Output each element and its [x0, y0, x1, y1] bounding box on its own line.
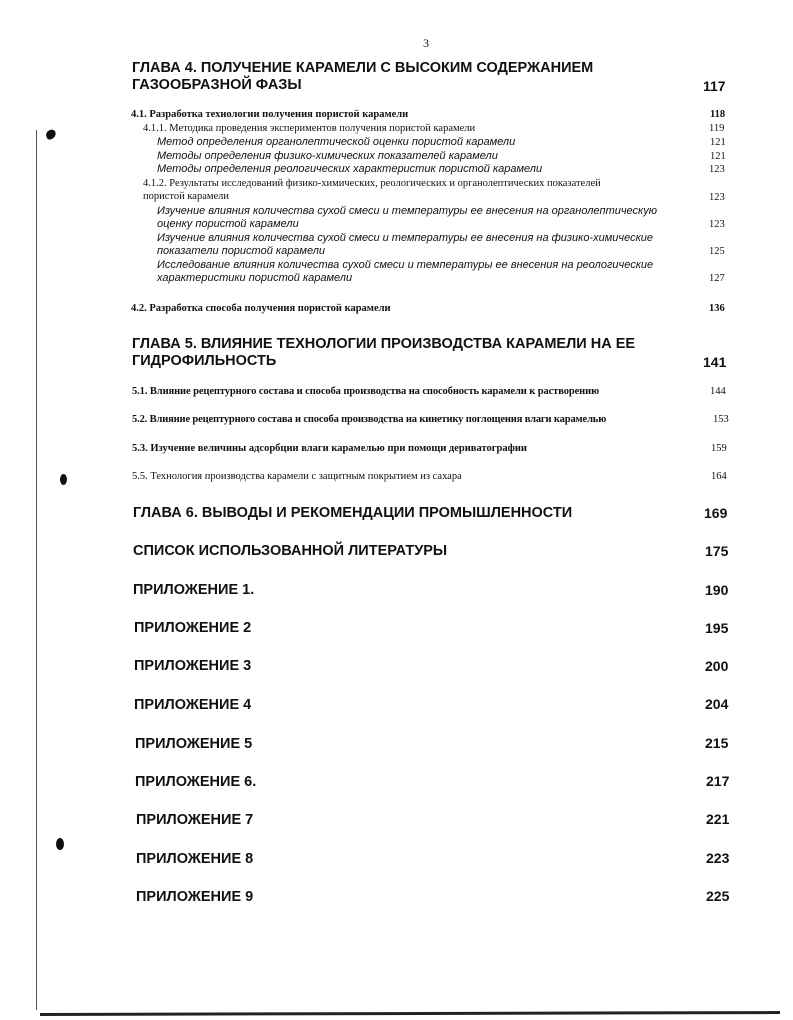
toc-entry-4-1-page: 118: [710, 109, 726, 120]
appendix-page: 221: [706, 811, 730, 827]
toc-entry-result: Изучение влияния количества сухой смеси и температуры ее внесения на физико-химические: [157, 232, 654, 244]
toc-entry-method-page: 123: [709, 164, 725, 175]
toc-entry-result-page: 123: [709, 219, 725, 230]
scan-mark: [45, 129, 57, 141]
chapter-6-page: 169: [704, 505, 728, 521]
chapter-5-title: ГИДРОФИЛЬНОСТЬ: [132, 353, 277, 369]
toc-entry-result: Исследование влияния количества сухой смеси и температуры ее внесения на реологические: [157, 259, 654, 271]
chapter-5-page: 141: [703, 354, 727, 370]
toc-entry-result: Изучение влияния количества сухой смеси и температуры ее внесения на органолептическую: [157, 205, 658, 217]
toc-entry-5-1: 5.1. Влияние рецептурного состава и способа производства на способность карамели к растворению: [132, 386, 599, 397]
appendix-title: ПРИЛОЖЕНИЕ 7: [136, 812, 254, 828]
toc-entry-4-1-1: 4.1.1. Методика проведения экспериментов получения пористой карамели: [143, 123, 476, 134]
scan-edge-line: [36, 130, 37, 1010]
appendix-title: ПРИЛОЖЕНИЕ 2: [134, 620, 252, 636]
appendix-page: 195: [705, 620, 729, 636]
toc-entry-4-2: 4.2. Разработка способа получения пористой карамели: [131, 303, 391, 314]
appendix-page: 223: [706, 850, 730, 866]
scan-edge-line: [40, 1011, 780, 1016]
references-title: СПИСОК ИСПОЛЬЗОВАННОЙ ЛИТЕРАТУРЫ: [133, 543, 448, 559]
scan-mark: [56, 838, 64, 850]
appendix-title: ПРИЛОЖЕНИЕ 4: [134, 697, 252, 713]
toc-entry-result-page: 127: [709, 273, 725, 284]
toc-entry-result: характеристики пористой карамели: [157, 272, 353, 284]
appendix-page: 215: [705, 735, 729, 751]
toc-entry-result: показатели пористой карамели: [157, 245, 326, 257]
page-number: 3: [423, 36, 429, 50]
appendix-title: ПРИЛОЖЕНИЕ 6.: [135, 774, 257, 790]
appendix-title: ПРИЛОЖЕНИЕ 1.: [133, 582, 255, 598]
toc-entry-4-2-page: 136: [709, 303, 725, 314]
toc-entry-method: Метод определения органолептической оценки пористой карамели: [157, 136, 516, 148]
toc-entry-5-3: 5.3. Изучение величины адсорбции влаги карамелью при помощи дериватографии: [132, 443, 527, 454]
toc-entry-result-page: 125: [709, 246, 725, 257]
appendix-title: ПРИЛОЖЕНИЕ 3: [134, 658, 252, 674]
appendix-title: ПРИЛОЖЕНИЕ 9: [136, 889, 254, 905]
chapter-4-title: ГЛАВА 4. ПОЛУЧЕНИЕ КАРАМЕЛИ С ВЫСОКИМ СОДЕРЖАНИЕМ: [132, 60, 594, 76]
toc-entry-4-1-2: 4.1.2. Результаты исследований физико-химических, реологических и органолептических показателей: [143, 178, 601, 189]
toc-entry-method-page: 121: [710, 151, 726, 162]
references-page: 175: [705, 543, 729, 559]
toc-entry-5-5-page: 164: [711, 471, 727, 482]
appendix-title: ПРИЛОЖЕНИЕ 5: [135, 736, 253, 752]
chapter-4-title: ГАЗООБРАЗНОЙ ФАЗЫ: [132, 77, 302, 93]
appendix-page: 204: [705, 696, 729, 712]
appendix-page: 200: [705, 658, 729, 674]
toc-entry-5-1-page: 144: [710, 386, 726, 397]
toc-entry-5-2: 5.2. Влияние рецептурного состава и способа производства на кинетику поглощения влаги карамелью: [132, 414, 607, 425]
chapter-4-page: 117: [703, 78, 726, 94]
toc-entry-method-page: 121: [710, 137, 726, 148]
toc-entry-result: оценку пористой карамели: [157, 218, 299, 230]
chapter-6-title: ГЛАВА 6. ВЫВОДЫ И РЕКОМЕНДАЦИИ ПРОМЫШЛЕННОСТИ: [133, 505, 573, 521]
toc-entry-method: Методы определения реологических характеристик пористой карамели: [157, 163, 543, 175]
toc-entry-5-2-page: 153: [713, 414, 729, 425]
appendix-page: 225: [706, 888, 730, 904]
scan-mark: [60, 474, 67, 485]
toc-entry-5-5: 5.5. Технология производства карамели с защитным покрытием из сахара: [132, 471, 462, 482]
toc-entry-4-1-1-page: 119: [709, 123, 725, 134]
toc-entry-method: Методы определения физико-химических показателей карамели: [157, 150, 498, 162]
appendix-page: 190: [705, 582, 729, 598]
appendix-page: 217: [706, 773, 730, 789]
appendix-title: ПРИЛОЖЕНИЕ 8: [136, 851, 254, 867]
chapter-5-title: ГЛАВА 5. ВЛИЯНИЕ ТЕХНОЛОГИИ ПРОИЗВОДСТВА КАРАМЕЛИ НА ЕЕ: [132, 336, 636, 352]
toc-entry-4-1-2: пористой карамели: [143, 191, 230, 202]
toc-entry-4-1-2-page: 123: [709, 192, 725, 203]
toc-entry-5-3-page: 159: [711, 443, 727, 454]
toc-entry-4-1: 4.1. Разработка технологии получения пористой карамели: [131, 109, 409, 120]
